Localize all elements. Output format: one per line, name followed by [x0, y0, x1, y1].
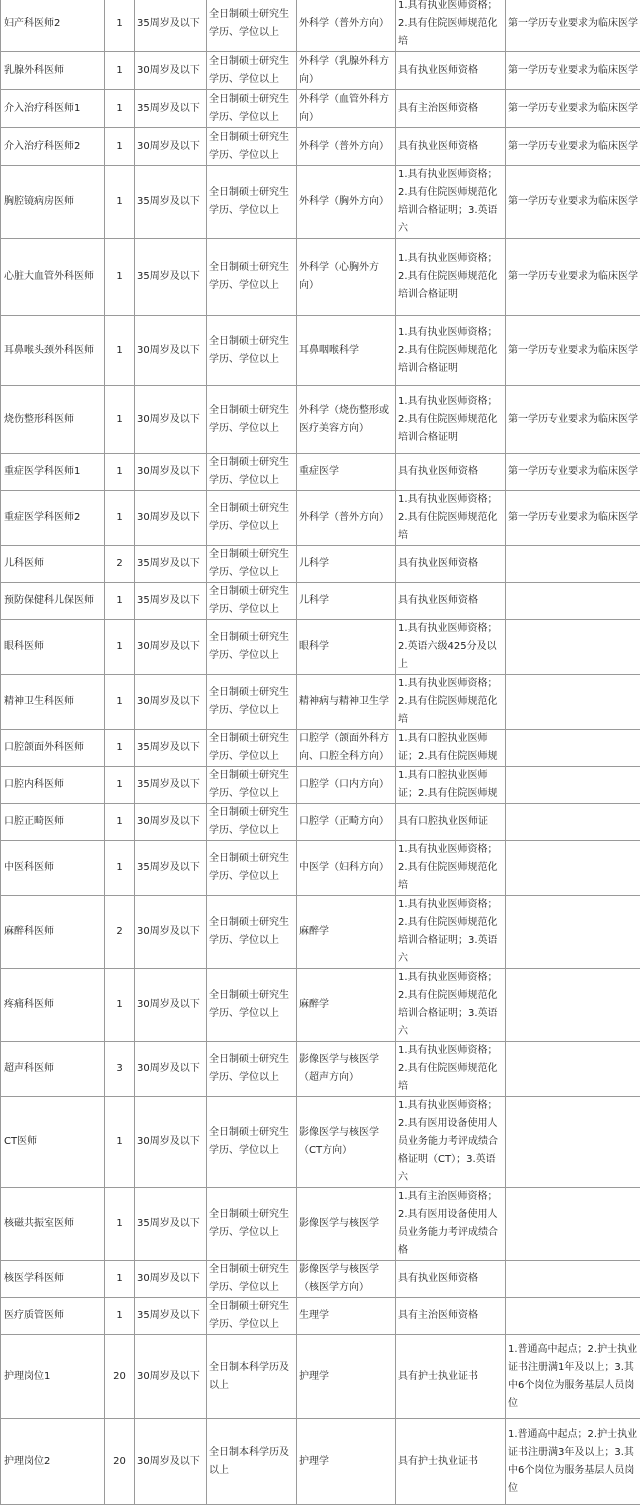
education-cell: 全日制硕士研究生学历、学位以上: [207, 546, 297, 583]
major-cell: 口腔学（正畸方向）: [297, 804, 396, 841]
headcount-cell: 1: [105, 804, 135, 841]
position-cell: 口腔内科医师: [1, 767, 105, 804]
major-cell: 麻醉学: [297, 896, 396, 969]
table-row: [1, 730, 640, 767]
education-cell: 全日制硕士研究生学历、学位以上: [207, 166, 297, 239]
requirement-cell: 1.具有执业医师资格；2.具有住院医师规范化培训合格证明: [396, 316, 506, 386]
major-cell: 外科学（胸外方向）: [297, 166, 396, 239]
headcount-cell: 1: [105, 52, 135, 90]
position-cell: 医疗质管医师: [1, 1298, 105, 1335]
headcount-cell: 1: [105, 1298, 135, 1335]
age-cell: 30周岁及以下: [135, 1335, 207, 1419]
age-cell: 30周岁及以下: [135, 491, 207, 546]
headcount-cell: 1: [105, 239, 135, 316]
table-row: [1, 804, 640, 841]
position-cell: 护理岗位1: [1, 1335, 105, 1419]
major-cell: 外科学（烧伤整形或医疗美容方向）: [297, 386, 396, 454]
other-requirement-cell: 第一学历专业要求为临床医学: [506, 386, 640, 454]
major-cell: 重症医学: [297, 454, 396, 491]
table-row: [1, 583, 640, 620]
age-cell: 30周岁及以下: [135, 620, 207, 675]
headcount-cell: 1: [105, 730, 135, 767]
table-row: [1, 386, 640, 454]
requirement-cell: 1.具有执业医师资格；2.英语六级425分及以上: [396, 620, 506, 675]
table-row: [1, 620, 640, 675]
age-cell: 35周岁及以下: [135, 90, 207, 128]
education-cell: 全日制硕士研究生学历、学位以上: [207, 896, 297, 969]
age-cell: 30周岁及以下: [135, 52, 207, 90]
table-row: [1, 128, 640, 166]
age-cell: 30周岁及以下: [135, 804, 207, 841]
other-requirement-cell: 第一学历专业要求为临床医学: [506, 128, 640, 166]
major-cell: 生理学: [297, 1298, 396, 1335]
requirement-cell: 具有执业医师资格: [396, 583, 506, 620]
requirement-cell: 1.具有执业医师资格；2.具有住院医师规范化培: [396, 0, 506, 52]
age-cell: 35周岁及以下: [135, 166, 207, 239]
headcount-cell: 1: [105, 620, 135, 675]
other-requirement-cell: [506, 1188, 640, 1261]
headcount-cell: 1: [105, 454, 135, 491]
headcount-cell: 2: [105, 896, 135, 969]
headcount-cell: 1: [105, 90, 135, 128]
age-cell: 30周岁及以下: [135, 896, 207, 969]
table-row: [1, 1335, 640, 1419]
education-cell: 全日制本科学历及以上: [207, 1335, 297, 1419]
headcount-cell: 1: [105, 386, 135, 454]
headcount-cell: 1: [105, 0, 135, 52]
other-requirement-cell: 1.普通高中起点；2.护士执业证书注册满3年及以上；3.其中6个岗位为服务基层人员岗位: [506, 1419, 640, 1505]
table-row: [1, 767, 640, 804]
major-cell: 外科学（普外方向）: [297, 128, 396, 166]
position-cell: 精神卫生科医师: [1, 675, 105, 730]
other-requirement-cell: 第一学历专业要求为临床医学: [506, 239, 640, 316]
education-cell: 全日制硕士研究生学历、学位以上: [207, 767, 297, 804]
position-cell: 眼科医师: [1, 620, 105, 675]
age-cell: 30周岁及以下: [135, 1419, 207, 1505]
education-cell: 全日制硕士研究生学历、学位以上: [207, 675, 297, 730]
position-cell: 麻醉科医师: [1, 896, 105, 969]
education-cell: 全日制硕士研究生学历、学位以上: [207, 1298, 297, 1335]
other-requirement-cell: [506, 1097, 640, 1188]
age-cell: 30周岁及以下: [135, 675, 207, 730]
position-cell: CT医师: [1, 1097, 105, 1188]
major-cell: 影像医学与核医学（超声方向）: [297, 1042, 396, 1097]
other-requirement-cell: [506, 896, 640, 969]
requirement-cell: 1.具有口腔执业医师证；2.具有住院医师规: [396, 730, 506, 767]
table-row: [1, 1261, 640, 1298]
position-cell: 妇产科医师2: [1, 0, 105, 52]
headcount-cell: 1: [105, 841, 135, 896]
other-requirement-cell: 1.普通高中起点；2.护士执业证书注册满1年及以上；3.其中6个岗位为服务基层人员岗位: [506, 1335, 640, 1419]
other-requirement-cell: [506, 583, 640, 620]
other-requirement-cell: [506, 969, 640, 1042]
requirement-cell: 具有主治医师资格: [396, 1298, 506, 1335]
education-cell: 全日制硕士研究生学历、学位以上: [207, 1097, 297, 1188]
major-cell: 口腔学（颌面外科方向、口腔全科方向）: [297, 730, 396, 767]
age-cell: 30周岁及以下: [135, 128, 207, 166]
major-cell: 护理学: [297, 1335, 396, 1419]
age-cell: 35周岁及以下: [135, 1298, 207, 1335]
requirement-cell: 具有护士执业证书: [396, 1419, 506, 1505]
education-cell: 全日制硕士研究生学历、学位以上: [207, 52, 297, 90]
table-body: [1, 0, 640, 1505]
other-requirement-cell: [506, 767, 640, 804]
requirement-cell: 具有护士执业证书: [396, 1335, 506, 1419]
major-cell: 外科学（乳腺外科方向）: [297, 52, 396, 90]
position-cell: 心脏大血管外科医师: [1, 239, 105, 316]
major-cell: 麻醉学: [297, 969, 396, 1042]
headcount-cell: 3: [105, 1042, 135, 1097]
table-row: [1, 969, 640, 1042]
position-cell: 介入治疗科医师2: [1, 128, 105, 166]
headcount-cell: 1: [105, 316, 135, 386]
major-cell: 外科学（普外方向）: [297, 491, 396, 546]
requirement-cell: 1.具有执业医师资格；2.具有住院医师规范化培训合格证明；3.英语六: [396, 969, 506, 1042]
other-requirement-cell: [506, 1042, 640, 1097]
education-cell: 全日制硕士研究生学历、学位以上: [207, 386, 297, 454]
education-cell: 全日制硕士研究生学历、学位以上: [207, 804, 297, 841]
major-cell: 影像医学与核医学: [297, 1188, 396, 1261]
major-cell: 外科学（普外方向）: [297, 0, 396, 52]
education-cell: 全日制硕士研究生学历、学位以上: [207, 239, 297, 316]
requirement-cell: 1.具有执业医师资格；2.具有住院医师规范化培训合格证明: [396, 386, 506, 454]
headcount-cell: 1: [105, 128, 135, 166]
major-cell: 眼科学: [297, 620, 396, 675]
education-cell: 全日制硕士研究生学历、学位以上: [207, 0, 297, 52]
major-cell: 儿科学: [297, 583, 396, 620]
education-cell: 全日制硕士研究生学历、学位以上: [207, 969, 297, 1042]
other-requirement-cell: 第一学历专业要求为临床医学: [506, 316, 640, 386]
other-requirement-cell: 第一学历专业要求为临床医学: [506, 90, 640, 128]
position-cell: 胸腔镜病房医师: [1, 166, 105, 239]
age-cell: 30周岁及以下: [135, 1042, 207, 1097]
requirement-cell: 1.具有执业医师资格；2.具有住院医师规范化培训合格证明: [396, 239, 506, 316]
major-cell: 耳鼻咽喉科学: [297, 316, 396, 386]
education-cell: 全日制硕士研究生学历、学位以上: [207, 1042, 297, 1097]
table-row: [1, 1097, 640, 1188]
position-cell: 重症医学科医师1: [1, 454, 105, 491]
headcount-cell: 1: [105, 491, 135, 546]
requirement-cell: 具有主治医师资格: [396, 90, 506, 128]
education-cell: 全日制硕士研究生学历、学位以上: [207, 90, 297, 128]
education-cell: 全日制硕士研究生学历、学位以上: [207, 128, 297, 166]
position-cell: 耳鼻喉头颈外科医师: [1, 316, 105, 386]
table-row: [1, 546, 640, 583]
age-cell: 35周岁及以下: [135, 730, 207, 767]
other-requirement-cell: 第一学历专业要求为临床医学: [506, 0, 640, 52]
requirement-cell: 1.具有执业医师资格；2.具有住院医师规范化培训合格证明；3.英语六: [396, 896, 506, 969]
position-cell: 乳腺外科医师: [1, 52, 105, 90]
education-cell: 全日制硕士研究生学历、学位以上: [207, 491, 297, 546]
table-row: [1, 491, 640, 546]
education-cell: 全日制硕士研究生学历、学位以上: [207, 1188, 297, 1261]
education-cell: 全日制硕士研究生学历、学位以上: [207, 730, 297, 767]
education-cell: 全日制硕士研究生学历、学位以上: [207, 841, 297, 896]
other-requirement-cell: 第一学历专业要求为临床医学: [506, 52, 640, 90]
age-cell: 35周岁及以下: [135, 767, 207, 804]
age-cell: 30周岁及以下: [135, 969, 207, 1042]
major-cell: 外科学（血管外科方向）: [297, 90, 396, 128]
requirement-cell: 具有执业医师资格: [396, 128, 506, 166]
table-row: [1, 166, 640, 239]
headcount-cell: 1: [105, 166, 135, 239]
major-cell: 儿科学: [297, 546, 396, 583]
major-cell: 中医学（妇科方向）: [297, 841, 396, 896]
requirement-cell: 具有执业医师资格: [396, 1261, 506, 1298]
table-row: [1, 675, 640, 730]
age-cell: 35周岁及以下: [135, 0, 207, 52]
requirement-cell: 1.具有执业医师资格；2.具有医用设备使用人员业务能力考评成绩合格证明（CT）；3.英语六: [396, 1097, 506, 1188]
position-cell: 预防保健科儿保医师: [1, 583, 105, 620]
major-cell: 口腔学（口内方向）: [297, 767, 396, 804]
requirement-cell: 具有执业医师资格: [396, 52, 506, 90]
requirement-cell: 1.具有执业医师资格；2.具有住院医师规范化培: [396, 1042, 506, 1097]
table-row: [1, 841, 640, 896]
age-cell: 30周岁及以下: [135, 1097, 207, 1188]
age-cell: 35周岁及以下: [135, 239, 207, 316]
requirement-cell: 1.具有执业医师资格；2.具有住院医师规范化培训合格证明；3.英语六: [396, 166, 506, 239]
education-cell: 全日制硕士研究生学历、学位以上: [207, 583, 297, 620]
major-cell: 外科学（心胸外方向）: [297, 239, 396, 316]
education-cell: 全日制硕士研究生学历、学位以上: [207, 454, 297, 491]
table-row: [1, 1298, 640, 1335]
age-cell: 35周岁及以下: [135, 583, 207, 620]
headcount-cell: 20: [105, 1335, 135, 1419]
requirement-cell: 1.具有主治医师资格；2.具有医用设备使用人员业务能力考评成绩合格: [396, 1188, 506, 1261]
position-cell: 护理岗位2: [1, 1419, 105, 1505]
education-cell: 全日制硕士研究生学历、学位以上: [207, 1261, 297, 1298]
other-requirement-cell: [506, 841, 640, 896]
education-cell: 全日制硕士研究生学历、学位以上: [207, 620, 297, 675]
headcount-cell: 2: [105, 546, 135, 583]
position-cell: 超声科医师: [1, 1042, 105, 1097]
table-row: [1, 1188, 640, 1261]
other-requirement-cell: [506, 730, 640, 767]
table-row: [1, 1042, 640, 1097]
position-cell: 口腔正畸医师: [1, 804, 105, 841]
table-row: [1, 90, 640, 128]
table-row: [1, 0, 640, 52]
headcount-cell: 1: [105, 1097, 135, 1188]
major-cell: 精神病与精神卫生学: [297, 675, 396, 730]
headcount-cell: 20: [105, 1419, 135, 1505]
age-cell: 30周岁及以下: [135, 386, 207, 454]
age-cell: 35周岁及以下: [135, 841, 207, 896]
other-requirement-cell: [506, 546, 640, 583]
other-requirement-cell: [506, 804, 640, 841]
headcount-cell: 1: [105, 1188, 135, 1261]
major-cell: 影像医学与核医学（核医学方向）: [297, 1261, 396, 1298]
other-requirement-cell: 第一学历专业要求为临床医学: [506, 454, 640, 491]
requirement-cell: 1.具有执业医师资格；2.具有住院医师规范化培: [396, 491, 506, 546]
position-cell: 疼痛科医师: [1, 969, 105, 1042]
education-cell: 全日制硕士研究生学历、学位以上: [207, 316, 297, 386]
other-requirement-cell: [506, 1298, 640, 1335]
major-cell: 护理学: [297, 1419, 396, 1505]
other-requirement-cell: [506, 675, 640, 730]
position-cell: 核磁共振室医师: [1, 1188, 105, 1261]
requirement-cell: 具有执业医师资格: [396, 454, 506, 491]
education-cell: 全日制本科学历及以上: [207, 1419, 297, 1505]
table-row: [1, 52, 640, 90]
position-cell: 儿科医师: [1, 546, 105, 583]
headcount-cell: 1: [105, 767, 135, 804]
table-row: [1, 239, 640, 316]
requirement-cell: 1.具有执业医师资格；2.具有住院医师规范化培: [396, 841, 506, 896]
table-row: [1, 316, 640, 386]
table-row: [1, 1419, 640, 1505]
position-cell: 中医科医师: [1, 841, 105, 896]
table-row: [1, 454, 640, 491]
requirement-cell: 具有口腔执业医师证: [396, 804, 506, 841]
requirement-cell: 1.具有口腔执业医师证；2.具有住院医师规: [396, 767, 506, 804]
position-cell: 烧伤整形科医师: [1, 386, 105, 454]
requirement-cell: 1.具有执业医师资格；2.具有住院医师规范化培: [396, 675, 506, 730]
age-cell: 30周岁及以下: [135, 316, 207, 386]
headcount-cell: 1: [105, 969, 135, 1042]
other-requirement-cell: [506, 1261, 640, 1298]
other-requirement-cell: 第一学历专业要求为临床医学: [506, 491, 640, 546]
requirement-cell: 具有执业医师资格: [396, 546, 506, 583]
age-cell: 30周岁及以下: [135, 1261, 207, 1298]
position-cell: 介入治疗科医师1: [1, 90, 105, 128]
age-cell: 35周岁及以下: [135, 546, 207, 583]
position-cell: 核医学科医师: [1, 1261, 105, 1298]
other-requirement-cell: [506, 620, 640, 675]
table-row: [1, 896, 640, 969]
age-cell: 35周岁及以下: [135, 1188, 207, 1261]
age-cell: 30周岁及以下: [135, 454, 207, 491]
headcount-cell: 1: [105, 1261, 135, 1298]
other-requirement-cell: 第一学历专业要求为临床医学: [506, 166, 640, 239]
headcount-cell: 1: [105, 583, 135, 620]
position-cell: 口腔颌面外科医师: [1, 730, 105, 767]
headcount-cell: 1: [105, 675, 135, 730]
major-cell: 影像医学与核医学（CT方向）: [297, 1097, 396, 1188]
position-cell: 重症医学科医师2: [1, 491, 105, 546]
